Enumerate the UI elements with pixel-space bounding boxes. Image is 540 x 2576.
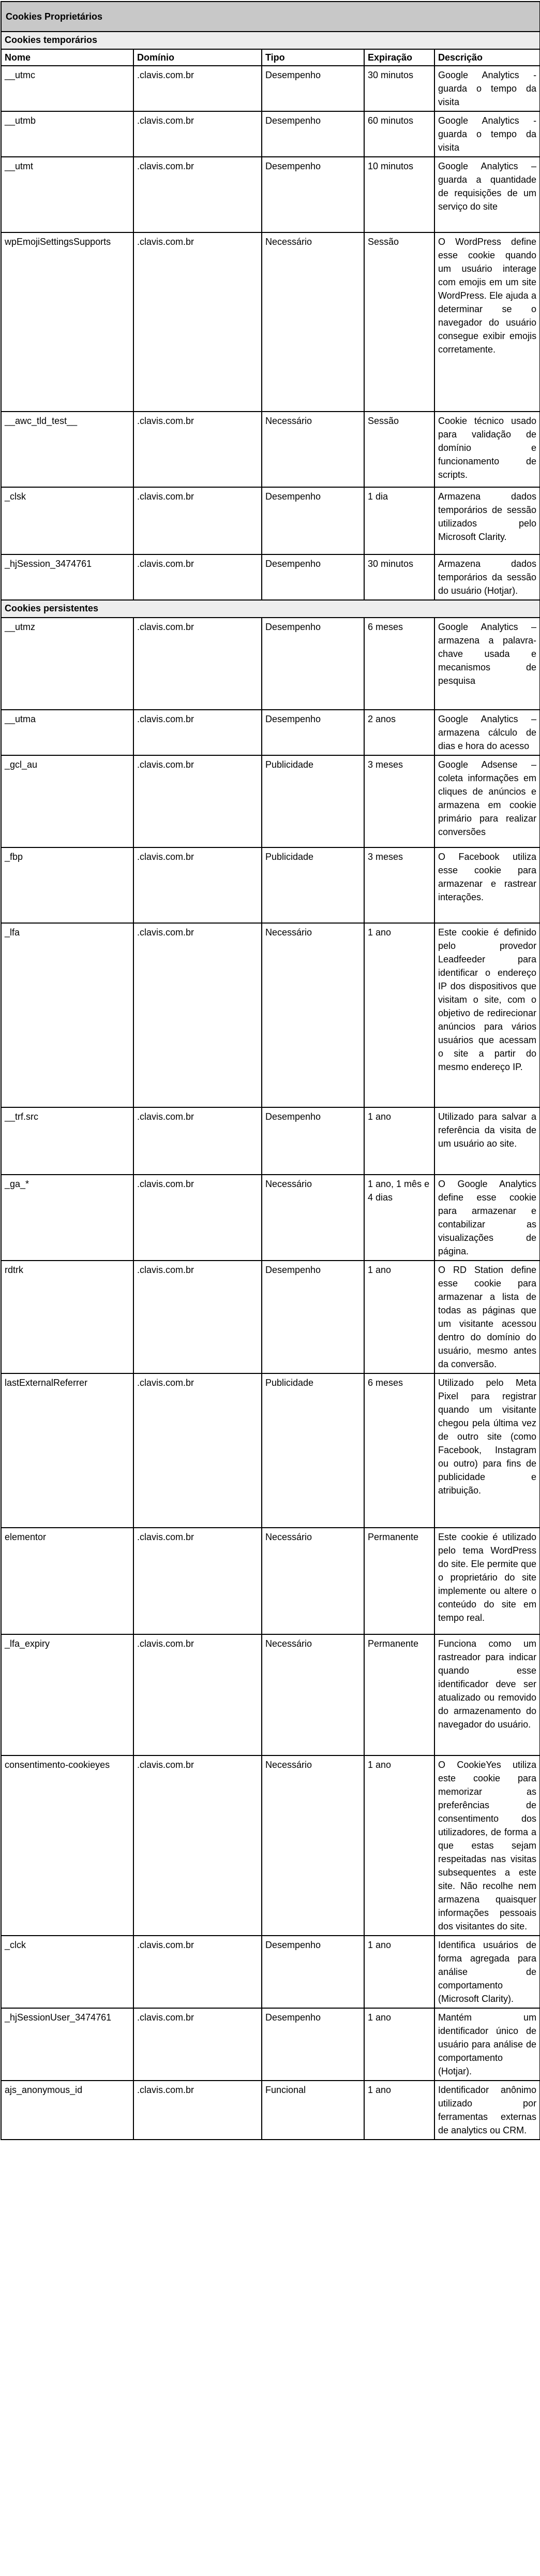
cookie-type: Desempenho: [262, 554, 364, 600]
cookie-description: O CookieYes utiliza este cookie para memorizar as preferências de consentimento dos utilizadores, de forma a que estas sejam respeitadas nas visitas subsequentes a este site. Não recolhe nem armazena quaisquer informações pessoais dos visitantes do site.: [434, 1755, 540, 1936]
table-row: [1, 554, 540, 600]
table-row: [1, 2008, 540, 2081]
cookie-name: elementor: [1, 1528, 133, 1634]
table-row: [1, 847, 540, 923]
cookie-name: _lfa: [1, 923, 133, 1107]
cookie-expiry: Permanente: [364, 1634, 434, 1755]
cookie-description: Google Adsense – coleta informações em cliques de anúncios e armazena em cookie primário para realizar conversões: [434, 755, 540, 847]
cookie-name: _clsk: [1, 487, 133, 554]
cookie-name: ajs_anonymous_id: [1, 2081, 133, 2140]
table-row: [1, 1373, 540, 1528]
cookie-domain: .clavis.com.br: [133, 1634, 262, 1755]
column-header: Expiração: [364, 49, 434, 66]
cookie-type: Desempenho: [262, 111, 364, 157]
cookie-domain: .clavis.com.br: [133, 710, 262, 755]
cookie-name: __awc_tld_test__: [1, 412, 133, 487]
cookie-description: Google Analytics – armazena a palavra-chave usada e mecanismos de pesquisa: [434, 618, 540, 710]
cookie-description: Este cookie é utilizado pelo tema WordPress do site. Ele permite que o proprietário do site implemente ou altere o conteúdo do site em tempo real.: [434, 1528, 540, 1634]
table-row: [1, 487, 540, 554]
cookie-expiry: 30 minutos: [364, 554, 434, 600]
section-header: [1, 600, 540, 618]
cookie-expiry: 1 ano: [364, 2008, 434, 2081]
cookie-domain: .clavis.com.br: [133, 1373, 262, 1528]
cookie-domain: .clavis.com.br: [133, 847, 262, 923]
cookie-description: Google Analytics -guarda o tempo da visita: [434, 111, 540, 157]
column-header: Domínio: [133, 49, 262, 66]
cookie-domain: .clavis.com.br: [133, 923, 262, 1107]
table-row: [1, 1261, 540, 1373]
cookies-table: [1, 1, 540, 2140]
cookie-description: Google Analytics – guarda a quantidade de requisições de um serviço do site: [434, 157, 540, 232]
table-row: [1, 1936, 540, 2008]
cookie-expiry: 1 ano: [364, 2081, 434, 2140]
cookie-name: _ga_*: [1, 1175, 133, 1261]
cookie-name: _clck: [1, 1936, 133, 2008]
cookie-expiry: 60 minutos: [364, 111, 434, 157]
cookie-expiry: Sessão: [364, 412, 434, 487]
cookie-description: O Facebook utiliza esse cookie para armazenar e rastrear interações.: [434, 847, 540, 923]
cookie-expiry: 6 meses: [364, 618, 434, 710]
cookie-name: _fbp: [1, 847, 133, 923]
cookie-domain: .clavis.com.br: [133, 2008, 262, 2081]
cookie-domain: .clavis.com.br: [133, 412, 262, 487]
cookie-type: Necessário: [262, 1634, 364, 1755]
cookie-name: __utmb: [1, 111, 133, 157]
cookie-domain: .clavis.com.br: [133, 157, 262, 232]
cookie-type: Necessário: [262, 923, 364, 1107]
cookie-description: Google Analytics – armazena cálculo de dias e hora do acesso: [434, 710, 540, 755]
table-row: [1, 923, 540, 1107]
cookie-expiry: Sessão: [364, 232, 434, 412]
column-header: Nome: [1, 49, 133, 66]
cookie-name: __utmc: [1, 66, 133, 111]
cookie-type: Desempenho: [262, 1261, 364, 1373]
table-row: [1, 755, 540, 847]
section-label: Cookies temporários: [1, 32, 540, 49]
cookie-type: Publicidade: [262, 755, 364, 847]
cookie-name: _hjSessionUser_3474761: [1, 2008, 133, 2081]
cookie-type: Desempenho: [262, 2008, 364, 2081]
cookie-name: __trf.src: [1, 1107, 133, 1175]
cookie-expiry: 1 ano: [364, 1755, 434, 1936]
table-row: [1, 66, 540, 111]
cookie-description: Utilizado para salvar a referência da visita de um usuário ao site.: [434, 1107, 540, 1175]
table-row: [1, 710, 540, 755]
cookie-description: Funciona como um rastreador para indicar quando esse identificador deve ser atualizado ou removido do armazenamento do navegador do usuário.: [434, 1634, 540, 1755]
cookie-domain: .clavis.com.br: [133, 1528, 262, 1634]
cookie-description: O Google Analytics define esse cookie para armazenar e contabilizar as visualizações de página.: [434, 1175, 540, 1261]
cookie-type: Necessário: [262, 1528, 364, 1634]
cookie-expiry: 2 anos: [364, 710, 434, 755]
table-row: [1, 1755, 540, 1936]
cookie-name: _gcl_au: [1, 755, 133, 847]
section-header: [1, 32, 540, 49]
cookie-name: consentimento-cookieyes: [1, 1755, 133, 1936]
cookie-expiry: 6 meses: [364, 1373, 434, 1528]
cookie-type: Necessário: [262, 232, 364, 412]
cookie-domain: .clavis.com.br: [133, 1175, 262, 1261]
column-header: Descrição: [434, 49, 540, 66]
cookie-description: O RD Station define esse cookie para armazenar a lista de todas as páginas que um visitante acessou dentro do domínio do usuário, mesmo antes da conversão.: [434, 1261, 540, 1373]
cookie-type: Necessário: [262, 412, 364, 487]
cookie-expiry: Permanente: [364, 1528, 434, 1634]
table-row: [1, 1634, 540, 1755]
cookie-type: Desempenho: [262, 157, 364, 232]
column-header: Tipo: [262, 49, 364, 66]
cookie-description: Armazena dados temporários de sessão utilizados pelo Microsoft Clarity.: [434, 487, 540, 554]
cookie-description: Mantém um identificador único de usuário para análise de comportamento (Hotjar).: [434, 2008, 540, 2081]
table-title: Cookies Proprietários: [1, 2, 540, 32]
table-row: [1, 412, 540, 487]
table-row: [1, 1175, 540, 1261]
cookie-domain: .clavis.com.br: [133, 111, 262, 157]
cookie-type: Desempenho: [262, 487, 364, 554]
cookie-type: Desempenho: [262, 1107, 364, 1175]
table-row: [1, 1107, 540, 1175]
table-row: [1, 1528, 540, 1634]
table-row: [1, 2081, 540, 2140]
cookie-domain: .clavis.com.br: [133, 1755, 262, 1936]
table-row: [1, 111, 540, 157]
table-row: [1, 618, 540, 710]
cookie-type: Funcional: [262, 2081, 364, 2140]
cookie-name: wpEmojiSettingsSupports: [1, 232, 133, 412]
cookie-type: Necessário: [262, 1175, 364, 1261]
cookie-type: Desempenho: [262, 66, 364, 111]
table-title-row: [1, 2, 540, 32]
cookie-description: O WordPress define esse cookie quando um usuário interage com emojis em um site WordPress. Ele ajuda a determinar se o navegador do usuário consegue exibir emojis corretamente.: [434, 232, 540, 412]
cookie-description: Este cookie é definido pelo provedor Leadfeeder para identificar o endereço IP dos dispositivos que visitam o site, com o objetivo de redirecionar anúncios para vários usuários que acessam o site a partir do mesmo endereço IP.: [434, 923, 540, 1107]
cookie-name: _hjSession_3474761: [1, 554, 133, 600]
cookie-description: Armazena dados temporários da sessão do usuário (Hotjar).: [434, 554, 540, 600]
cookie-name: __utmz: [1, 618, 133, 710]
cookie-expiry: 10 minutos: [364, 157, 434, 232]
cookie-domain: .clavis.com.br: [133, 487, 262, 554]
cookie-domain: .clavis.com.br: [133, 755, 262, 847]
cookie-expiry: 1 dia: [364, 487, 434, 554]
cookie-name: _lfa_expiry: [1, 1634, 133, 1755]
cookie-domain: .clavis.com.br: [133, 2081, 262, 2140]
cookie-name: lastExternalReferrer: [1, 1373, 133, 1528]
cookie-type: Necessário: [262, 1755, 364, 1936]
cookie-domain: .clavis.com.br: [133, 618, 262, 710]
cookie-expiry: 3 meses: [364, 755, 434, 847]
cookie-description: Utilizado pelo Meta Pixel para registrar quando um visitante chegou pela última vez de outro site (como Facebook, Instagram ou outro) para fins de publicidade e atribuição.: [434, 1373, 540, 1528]
cookie-description: Identificador anônimo utilizado por ferramentas externas de analytics ou CRM.: [434, 2081, 540, 2140]
cookie-domain: .clavis.com.br: [133, 66, 262, 111]
cookie-description: Cookie técnico usado para validação de domínio e funcionamento de scripts.: [434, 412, 540, 487]
cookie-expiry: 1 ano: [364, 923, 434, 1107]
cookie-expiry: 3 meses: [364, 847, 434, 923]
cookie-description: Google Analytics - guarda o tempo da visita: [434, 66, 540, 111]
cookie-expiry: 1 ano: [364, 1261, 434, 1373]
cookie-expiry: 30 minutos: [364, 66, 434, 111]
column-header-row: [1, 49, 540, 66]
cookie-expiry: 1 ano: [364, 1936, 434, 2008]
cookie-type: Desempenho: [262, 710, 364, 755]
table-row: [1, 232, 540, 412]
cookie-type: Desempenho: [262, 1936, 364, 2008]
table-row: [1, 157, 540, 232]
section-label: Cookies persistentes: [1, 600, 540, 618]
cookie-expiry: 1 ano, 1 mês e 4 dias: [364, 1175, 434, 1261]
cookie-domain: .clavis.com.br: [133, 1261, 262, 1373]
cookie-type: Publicidade: [262, 847, 364, 923]
cookie-domain: .clavis.com.br: [133, 554, 262, 600]
cookie-type: Publicidade: [262, 1373, 364, 1528]
cookie-name: __utmt: [1, 157, 133, 232]
cookie-expiry: 1 ano: [364, 1107, 434, 1175]
cookie-domain: .clavis.com.br: [133, 1936, 262, 2008]
cookie-name: rdtrk: [1, 1261, 133, 1373]
cookie-name: __utma: [1, 710, 133, 755]
cookie-description: Identifica usuários de forma agregada para análise de comportamento (Microsoft Clarity).: [434, 1936, 540, 2008]
cookie-domain: .clavis.com.br: [133, 232, 262, 412]
cookie-domain: .clavis.com.br: [133, 1107, 262, 1175]
cookie-type: Desempenho: [262, 618, 364, 710]
